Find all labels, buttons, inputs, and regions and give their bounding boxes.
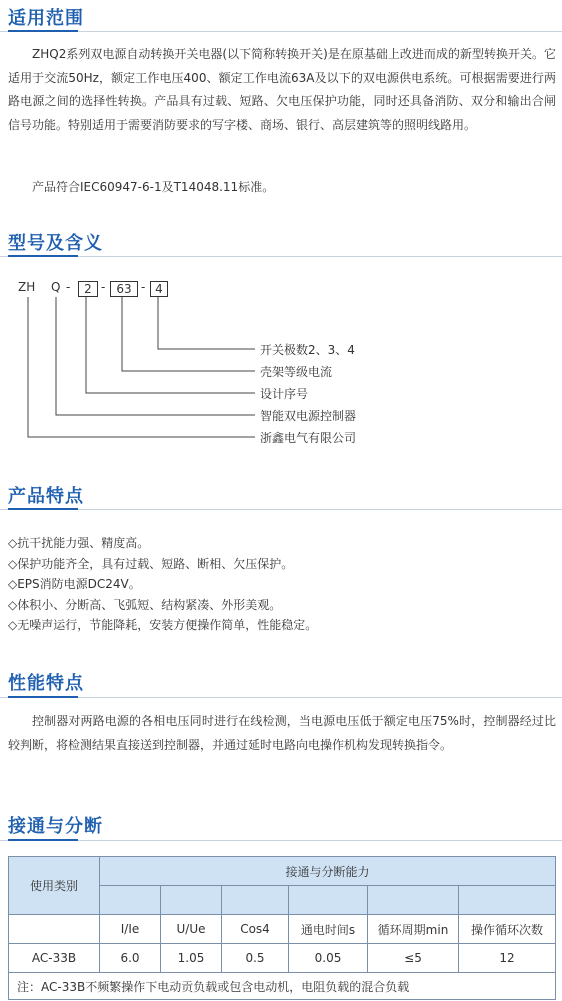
table-header-group: 接通与分断能力 (100, 857, 556, 886)
table-header-cell (161, 886, 222, 915)
model-connector-lines (0, 0, 300, 450)
table-header-cell (459, 886, 556, 915)
model-desc-design: 设计序号 (260, 387, 309, 401)
table-row (9, 944, 556, 973)
model-desc-company: 浙鑫电气有限公司 (260, 431, 357, 445)
table-cell: 1.05 (161, 944, 222, 973)
section-title-features: 产品特点 (8, 486, 84, 507)
list-item: ◇无噪声运行，节能降耗，安装方便操作简单，性能稳定。 (8, 618, 318, 632)
table-note: 注：AC-33B不频繁操作下电动贡负载或包含电动机，电阻负载的混合负载 (9, 973, 556, 1000)
table-cell: 0.5 (222, 944, 289, 973)
list-item: ◇体积小、分断高、飞弧短、结构紧凑、外形美观。 (8, 597, 282, 612)
title-accent (8, 696, 78, 698)
divider (0, 509, 562, 510)
section-title-model: 型号及含义 (8, 233, 103, 254)
model-box-poles: 4 (150, 281, 168, 297)
scope-standard: 产品符合IEC60947-6-1及T14048.11标准。 (32, 180, 275, 194)
model-dash: - (141, 280, 146, 294)
table-header-cell (222, 886, 289, 915)
table-column-header: 循环周期min (368, 915, 459, 944)
model-box-design: 2 (78, 281, 98, 297)
table-cell: AC-33B (9, 944, 100, 973)
scope-paragraph: ZHQ2系列双电源自动转换开关电器(以下简称转换开关)是在原基础上改进而成的新型转换开关。它适用于交流50Hz，额定工作电压400、额定工作电流63A及以下的双电源供电系统。可根据需要进行两路电源之间的选择性转换。产品具有过载、短路、欠电压保护功能，同时还具备消防、双分和输出合闸信号功能。特别适用于需要消防要求的写字楼、商场、银行、高层建筑等的照明线路用。 (8, 47, 556, 132)
list-item: ◇抗干扰能力强、精度高。 (8, 536, 150, 550)
table-column-header: U/Ue (161, 915, 222, 944)
divider (0, 840, 562, 841)
table-header-cell (100, 886, 161, 915)
table-cell: 12 (459, 944, 556, 973)
table-column-header: 操作循环次数 (459, 915, 556, 944)
section-title-breaking: 接通与分断 (8, 816, 103, 837)
title-accent (8, 839, 78, 841)
table-cell: ≤5 (368, 944, 459, 973)
divider (0, 697, 562, 698)
table-header-cell (368, 886, 459, 915)
model-box-current: 63 (110, 281, 138, 297)
title-accent (8, 508, 78, 510)
performance-paragraph: 控制器对两路电源的各相电压同时进行在线检测，当电源电压低于额定电压75%时，控制器经过比较判断，将检测结果直接送到控制器，并通过延时电路向电操作机构发现转换指令。 (8, 714, 556, 752)
table-cell: 6.0 (100, 944, 161, 973)
model-desc-poles: 开关极数2、3、4 (260, 343, 355, 357)
feature-list (8, 533, 317, 636)
section-title-performance: 性能特点 (8, 673, 84, 694)
table-header-cell (289, 886, 368, 915)
model-prefix-q: Q (51, 280, 61, 294)
table-column-header: 通电时间s (289, 915, 368, 944)
section-title-scope: 适用范围 (8, 8, 84, 29)
breaking-capacity-table (8, 856, 556, 1000)
model-prefix-zh: ZH (18, 280, 36, 294)
table-column-header: I/Ie (100, 915, 161, 944)
model-desc-current: 壳架等级电流 (260, 365, 333, 379)
model-desc-controller: 智能双电源控制器 (260, 409, 357, 423)
table-column-header: Cos4 (222, 915, 289, 944)
model-dash: - (101, 280, 106, 294)
list-item: ◇EPS消防电源DC24V。 (8, 577, 141, 591)
table-header-category: 使用类别 (9, 857, 100, 915)
list-item: ◇保护功能齐全，具有过载、短路、断相、欠压保护。 (8, 556, 294, 571)
model-dash: - (66, 280, 71, 294)
table-column-spacer (9, 915, 100, 944)
table-cell: 0.05 (289, 944, 368, 973)
